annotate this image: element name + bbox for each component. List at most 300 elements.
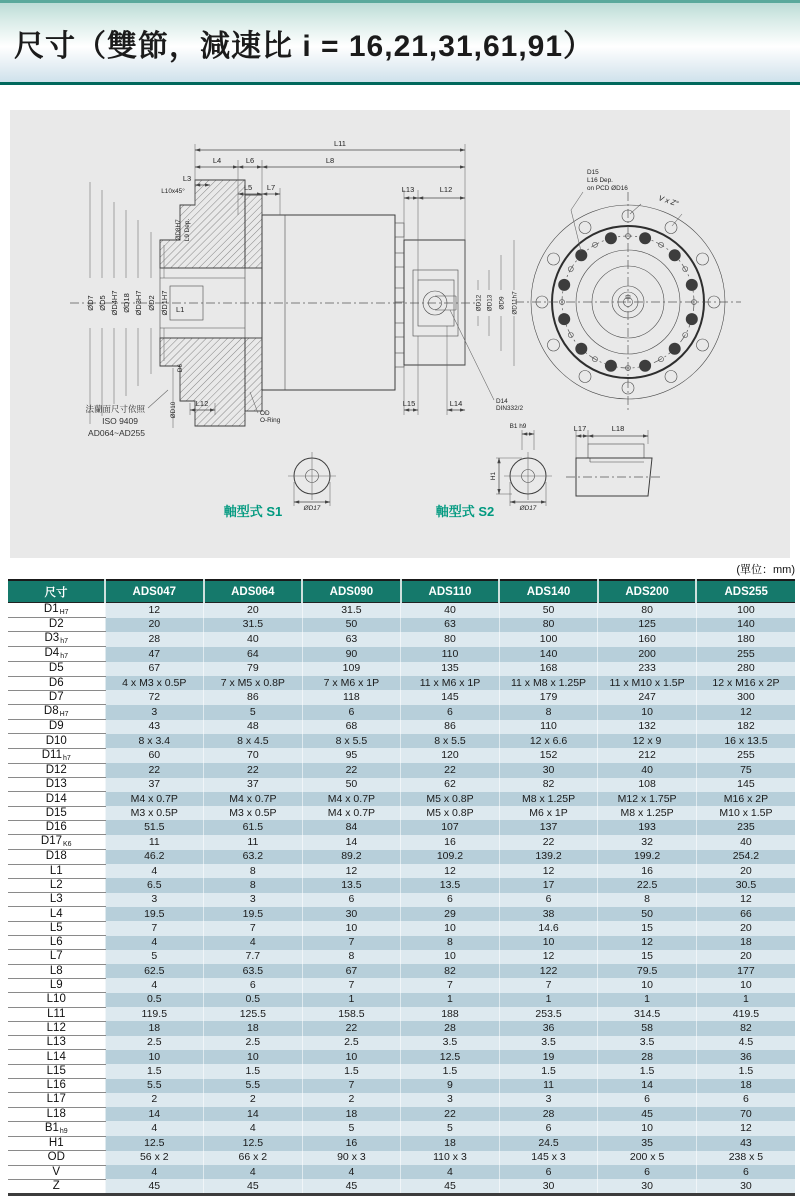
dim-value: M4 x 0.7P [204, 792, 303, 806]
table-row [8, 778, 795, 792]
dim-value: 1.5 [401, 1064, 500, 1078]
dim-value: 30 [499, 1179, 598, 1194]
dim-value: 20 [696, 950, 795, 964]
dim-value: 31.5 [204, 618, 303, 632]
dim-label-d1: ØD1H7 [160, 290, 169, 316]
dim-value: 6 [204, 978, 303, 992]
dim-value: 132 [598, 720, 697, 734]
dim-label: V [8, 1165, 105, 1179]
dim-label-l18: L18 [611, 424, 625, 433]
dim-label-d14a: D14 [496, 398, 508, 405]
dim-value: 10 [598, 978, 697, 992]
dim-value: 8 [204, 864, 303, 878]
dim-label: D16 [8, 820, 105, 834]
dim-value: 95 [302, 748, 401, 763]
dim-value: M8 x 1.25P [499, 792, 598, 806]
dim-value: 90 x 3 [302, 1151, 401, 1165]
dim-value: 79.5 [598, 964, 697, 978]
technical-drawing [10, 110, 790, 558]
dim-value: 119.5 [105, 1007, 204, 1021]
dim-label: OD [8, 1151, 105, 1165]
table-row [8, 1093, 795, 1107]
dim-value: 12 [499, 864, 598, 878]
table-row [8, 1136, 795, 1150]
dim-label: D14 [8, 792, 105, 806]
dim-label: L12 [8, 1021, 105, 1035]
dim-value: 56 x 2 [105, 1151, 204, 1165]
dim-label-d18: ØD18 [122, 293, 131, 313]
dim-value: 86 [401, 720, 500, 734]
dim-value: 6 [598, 1165, 697, 1179]
dim-value: 45 [598, 1107, 697, 1121]
table-row [8, 792, 795, 806]
table-row [8, 676, 795, 690]
dim-value: 1.5 [302, 1064, 401, 1078]
table-row [8, 893, 795, 907]
dim-label-l7: L7 [266, 183, 276, 192]
dim-value: 3 [204, 893, 303, 907]
dim-value: 125 [598, 618, 697, 632]
dim-value: 7 [401, 978, 500, 992]
dim-value: 2 [204, 1093, 303, 1107]
dim-value: 255 [696, 647, 795, 662]
dim-value: 63 [302, 632, 401, 647]
dim-value: 50 [499, 603, 598, 618]
dim-value: 16 x 13.5 [696, 734, 795, 748]
dim-value: 2.5 [105, 1036, 204, 1050]
table-row [8, 763, 795, 777]
dim-value: 72 [105, 690, 204, 704]
dim-label-d17-s1: ØD17 [303, 505, 321, 512]
dim-value: 18 [696, 1079, 795, 1093]
dim-value: 10 [204, 1050, 303, 1064]
dim-value: 20 [696, 864, 795, 878]
dim-value: 1 [499, 993, 598, 1007]
dim-value: 4 [204, 936, 303, 950]
dim-value: 20 [204, 603, 303, 618]
dim-value: 5 [401, 1121, 500, 1136]
table-row [8, 603, 795, 618]
dim-value: 17 [499, 878, 598, 892]
gearbox-dimension-drawing [10, 110, 790, 558]
dim-value: 15 [598, 950, 697, 964]
dim-value: 140 [696, 618, 795, 632]
dim-value: 3 [105, 705, 204, 720]
dim-value: 12 [401, 864, 500, 878]
dim-label-l11: L11 [334, 139, 346, 148]
dim-value: 30 [499, 763, 598, 777]
dim-value: M6 x 1P [499, 806, 598, 820]
table-row [8, 1179, 795, 1194]
dim-label-d12: ØD12 [475, 294, 483, 312]
dim-value: 110 [401, 647, 500, 662]
dim-value: 10 [105, 1050, 204, 1064]
dim-value: M5 x 0.8P [401, 792, 500, 806]
dim-value: 40 [696, 835, 795, 850]
shaft-s1-label: 軸型式 S1 [223, 504, 283, 519]
dim-value: 13.5 [302, 878, 401, 892]
dim-value: 12 x 9 [598, 734, 697, 748]
dim-value: 80 [598, 603, 697, 618]
dim-value: 22 [401, 763, 500, 777]
table-header-row [8, 580, 795, 603]
dim-value: 7 [302, 978, 401, 992]
dim-value: 152 [499, 748, 598, 763]
dim-value: 16 [302, 1136, 401, 1150]
dim-value: 66 [696, 907, 795, 921]
dim-value: 6 [696, 1165, 795, 1179]
dim-label: D13 [8, 778, 105, 792]
dim-value: 3 [499, 1093, 598, 1107]
flange-note-2: ISO 9409 [102, 416, 138, 426]
dim-value: 47 [105, 647, 204, 662]
dim-value: 14 [302, 835, 401, 850]
dim-label: L11 [8, 1007, 105, 1021]
table-row [8, 632, 795, 647]
dim-value: 32 [598, 835, 697, 850]
dim-value: 18 [696, 936, 795, 950]
col-header-ads200: ADS200 [598, 580, 697, 603]
dim-value: 8 [401, 936, 500, 950]
dim-value: 3.5 [401, 1036, 500, 1050]
dim-value: 1 [302, 993, 401, 1007]
dim-label: L8 [8, 964, 105, 978]
dim-label: D4h7 [8, 647, 105, 662]
dim-value: 145 x 3 [499, 1151, 598, 1165]
dim-value: 419.5 [696, 1007, 795, 1021]
dim-value: 22 [302, 1021, 401, 1035]
dim-label: D2 [8, 618, 105, 632]
dim-value: 82 [499, 778, 598, 792]
dim-value: 1.5 [105, 1064, 204, 1078]
dim-value: 12 [598, 936, 697, 950]
dim-label-l5: L5 [243, 183, 253, 192]
flange-note-1: 法蘭面尺寸依照 [85, 404, 145, 414]
dim-value: 200 [598, 647, 697, 662]
rear-diameter-labels [403, 240, 524, 415]
dim-value: 45 [302, 1179, 401, 1194]
dim-value: M4 x 0.7P [105, 792, 204, 806]
dim-value: 36 [696, 1050, 795, 1064]
dim-label: D6 [8, 676, 105, 690]
dim-label: L16 [8, 1079, 105, 1093]
col-header-ads255: ADS255 [696, 580, 795, 603]
dim-value: 200 x 5 [598, 1151, 697, 1165]
table-row [8, 662, 795, 676]
dim-value: 10 [598, 1121, 697, 1136]
dim-value: 89.2 [302, 850, 401, 864]
dim-label: D10 [8, 734, 105, 748]
dim-value: 160 [598, 632, 697, 647]
sleeve-view [566, 424, 662, 496]
dim-value: 11 [204, 835, 303, 850]
dim-value: 10 [401, 921, 500, 935]
dim-value: 22 [105, 763, 204, 777]
table-row [8, 878, 795, 892]
dim-value: 40 [401, 603, 500, 618]
dim-label: D17K6 [8, 835, 105, 850]
dim-value: 4 [105, 978, 204, 992]
dim-value: 4 [302, 1165, 401, 1179]
units-label: (單位：mm) [736, 564, 795, 576]
dim-value: 80 [499, 618, 598, 632]
dim-label-l9: L9 Dep. [184, 218, 191, 242]
dim-label: D11h7 [8, 748, 105, 763]
dim-value: 50 [302, 778, 401, 792]
dim-value: 158.5 [302, 1007, 401, 1021]
dim-value: 63 [401, 618, 500, 632]
table-row [8, 618, 795, 632]
dim-value: 2 [105, 1093, 204, 1107]
dim-label: B1h9 [8, 1121, 105, 1136]
dim-value: 4 [105, 864, 204, 878]
dim-value: 12.5 [401, 1050, 500, 1064]
dim-value: 212 [598, 748, 697, 763]
dim-value: 82 [401, 964, 500, 978]
page-title: 尺寸（雙節，減速比 i = 16,21,31,61,91） [14, 29, 595, 63]
dim-value: 31.5 [302, 603, 401, 618]
table-row [8, 1036, 795, 1050]
table-row [8, 1165, 795, 1179]
dim-value: 8 x 5.5 [401, 734, 500, 748]
dim-value: 66 x 2 [204, 1151, 303, 1165]
dim-label: L5 [8, 921, 105, 935]
dim-value: 48 [204, 720, 303, 734]
dim-value: 118 [302, 690, 401, 704]
col-header-ads110: ADS110 [401, 580, 500, 603]
table-row [8, 1151, 795, 1165]
dim-value: 238 x 5 [696, 1151, 795, 1165]
dim-value: M3 x 0.5P [105, 806, 204, 820]
dim-value: 6 [401, 893, 500, 907]
dim-value: 1.5 [499, 1064, 598, 1078]
d15-note-2: L16 Dep. [587, 177, 613, 184]
dim-label: L3 [8, 893, 105, 907]
dim-value: 280 [696, 662, 795, 676]
dim-value: 30 [598, 1179, 697, 1194]
dim-value: 63.5 [204, 964, 303, 978]
dim-value: 1.5 [696, 1064, 795, 1078]
dim-value: 8 x 5.5 [302, 734, 401, 748]
shaft-type-s1 [224, 452, 336, 519]
dim-value: 40 [598, 763, 697, 777]
dim-label: D5 [8, 662, 105, 676]
dim-value: 5.5 [105, 1079, 204, 1093]
dim-value: 38 [499, 907, 598, 921]
table-row [8, 806, 795, 820]
od-oring-label-1: OD [260, 410, 270, 417]
dim-label-l1: L1 [176, 305, 185, 314]
dim-value: 22.5 [598, 878, 697, 892]
table-row [8, 1050, 795, 1064]
dim-value: 255 [696, 748, 795, 763]
dim-label-l8: L8 [325, 156, 335, 165]
dim-value: 68 [302, 720, 401, 734]
dim-value: 233 [598, 662, 697, 676]
dim-value: M16 x 2P [696, 792, 795, 806]
dim-value: 180 [696, 632, 795, 647]
dim-value: 16 [401, 835, 500, 850]
dim-value: 22 [204, 763, 303, 777]
dim-value: 8 [204, 878, 303, 892]
dim-value: 0.5 [105, 993, 204, 1007]
dim-value: 1.5 [204, 1064, 303, 1078]
flange-note-3: AD064~AD255 [88, 428, 145, 438]
dim-value: 110 [499, 720, 598, 734]
dim-label-l10: L10x45° [161, 188, 185, 195]
dim-value: 18 [401, 1136, 500, 1150]
dim-value: 50 [302, 618, 401, 632]
dim-value: 10 [302, 921, 401, 935]
dim-value: 4 [105, 1165, 204, 1179]
dim-value: 70 [204, 748, 303, 763]
dim-label-l17: L17 [573, 424, 587, 433]
dim-value: 18 [204, 1021, 303, 1035]
dim-value: 67 [105, 662, 204, 676]
table-row [8, 748, 795, 763]
dim-label-d2: ØD2 [147, 295, 156, 311]
dim-value: 6 [598, 1093, 697, 1107]
dimension-table-body [8, 603, 795, 1195]
dim-value: 6.5 [105, 878, 204, 892]
dim-label: L15 [8, 1064, 105, 1078]
dim-value: 18 [302, 1107, 401, 1121]
dim-value: 11 x M6 x 1P [401, 676, 500, 690]
dim-label: L9 [8, 978, 105, 992]
dim-value: 10 [499, 936, 598, 950]
dim-value: 10 [696, 978, 795, 992]
dim-value: 19 [499, 1050, 598, 1064]
dim-value: M8 x 1.25P [598, 806, 697, 820]
dim-value: 62 [401, 778, 500, 792]
dim-value: 51.5 [105, 820, 204, 834]
dim-value: 45 [401, 1179, 500, 1194]
dim-value: 46.2 [105, 850, 204, 864]
dim-value: 67 [302, 964, 401, 978]
dim-value: M4 x 0.7P [302, 806, 401, 820]
dim-value: 188 [401, 1007, 500, 1021]
dim-value: 30 [696, 1179, 795, 1194]
dim-value: M10 x 1.5P [696, 806, 795, 820]
dim-value: 300 [696, 690, 795, 704]
dim-label-d9: ØD9 [498, 296, 506, 310]
col-header-dim: 尺寸 [8, 580, 105, 603]
dim-value: 4 [105, 1121, 204, 1136]
dim-label-d3: ØD3H7 [134, 290, 143, 316]
dim-value: 20 [696, 921, 795, 935]
dim-value: 6 [302, 705, 401, 720]
table-row [8, 978, 795, 992]
dim-value: 193 [598, 820, 697, 834]
dim-label: L6 [8, 936, 105, 950]
dim-value: 109.2 [401, 850, 500, 864]
dim-value: 58 [598, 1021, 697, 1035]
dim-value: 109 [302, 662, 401, 676]
dim-label-b1: B1 h9 [509, 423, 527, 430]
dim-value: 8 x 4.5 [204, 734, 303, 748]
dim-value: 12 x 6.6 [499, 734, 598, 748]
dim-label: D15 [8, 806, 105, 820]
dim-value: 5.5 [204, 1079, 303, 1093]
dim-value: 45 [105, 1179, 204, 1194]
dim-value: 135 [401, 662, 500, 676]
dim-value: 62.5 [105, 964, 204, 978]
table-row [8, 1121, 795, 1136]
dim-value: 125.5 [204, 1007, 303, 1021]
dim-value: 6 [401, 705, 500, 720]
dim-value: 20 [105, 618, 204, 632]
dim-value: 0.5 [204, 993, 303, 1007]
shaft-s2-label: 軸型式 S2 [435, 504, 495, 519]
dim-label-l15: L15 [402, 399, 416, 408]
dim-value: 22 [302, 763, 401, 777]
dim-value: 37 [204, 778, 303, 792]
dim-value: 75 [696, 763, 795, 777]
dimension-table [8, 579, 795, 1196]
dim-label: L14 [8, 1050, 105, 1064]
dim-label: D8H7 [8, 705, 105, 720]
dim-value: 1 [598, 993, 697, 1007]
dim-value: 4 [204, 1121, 303, 1136]
dim-value: 140 [499, 647, 598, 662]
dim-value: 139.2 [499, 850, 598, 864]
dim-label: D9 [8, 720, 105, 734]
dim-value: 7 [499, 978, 598, 992]
dim-value: 12 [696, 1121, 795, 1136]
dim-label: L18 [8, 1107, 105, 1121]
dim-value: M5 x 0.8P [401, 806, 500, 820]
col-header-ads140: ADS140 [499, 580, 598, 603]
dim-value: 84 [302, 820, 401, 834]
dim-value: 10 [401, 950, 500, 964]
dim-value: 2.5 [302, 1036, 401, 1050]
dim-value: 145 [696, 778, 795, 792]
dim-label: L4 [8, 907, 105, 921]
dim-label: L10 [8, 993, 105, 1007]
dim-value: 5 [204, 705, 303, 720]
dim-value: 14 [598, 1079, 697, 1093]
col-header-ads090: ADS090 [302, 580, 401, 603]
dim-value: 19.5 [105, 907, 204, 921]
table-row [8, 850, 795, 864]
dim-value: 4 [204, 1165, 303, 1179]
dim-label: D12 [8, 763, 105, 777]
dim-value: 22 [499, 835, 598, 850]
dim-label: L13 [8, 1036, 105, 1050]
dim-value: 254.2 [696, 850, 795, 864]
dim-label-d4: ØD4H7 [110, 290, 119, 316]
table-row [8, 734, 795, 748]
dim-value: 64 [204, 647, 303, 662]
table-row [8, 1021, 795, 1035]
dim-value: 82 [696, 1021, 795, 1035]
dim-value: 4 [401, 1165, 500, 1179]
table-row [8, 647, 795, 662]
dim-value: 3 [401, 1093, 500, 1107]
dim-label: H1 [8, 1136, 105, 1150]
dim-value: 8 [499, 705, 598, 720]
dim-value: 1.5 [598, 1064, 697, 1078]
dim-value: 314.5 [598, 1007, 697, 1021]
dim-value: 11 [499, 1079, 598, 1093]
dim-value: 108 [598, 778, 697, 792]
dim-value: 182 [696, 720, 795, 734]
dim-value: 2.5 [204, 1036, 303, 1050]
page-header [0, 0, 800, 85]
table-row [8, 864, 795, 878]
table-row [8, 964, 795, 978]
table-row [8, 1064, 795, 1078]
